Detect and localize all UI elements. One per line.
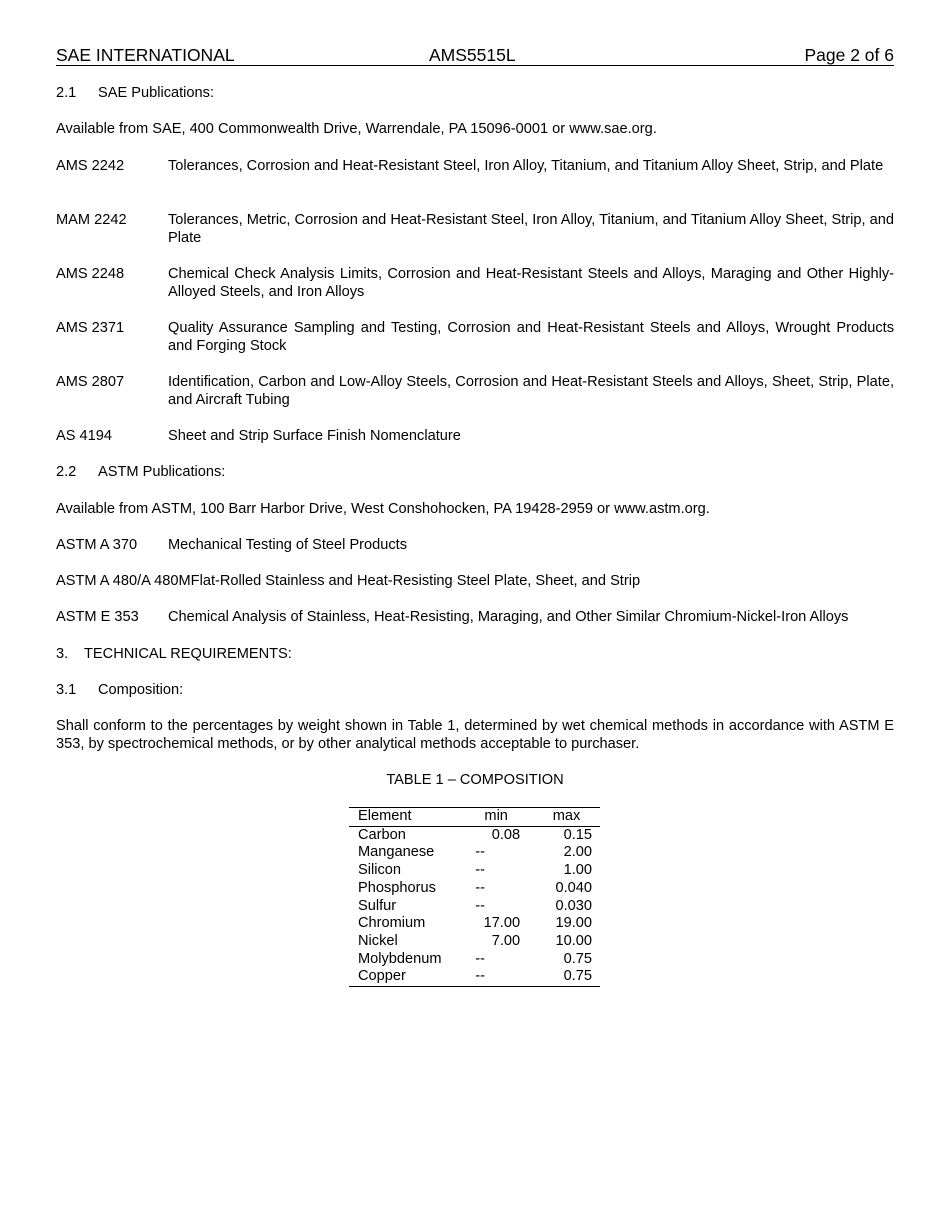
reference-title: Tolerances, Corrosion and Heat-Resistant Steel, Iron Alloy, Titanium, and Titanium Alloy Sheet, Strip, and Plate: [168, 158, 884, 174]
reference-code: ASTM A 480/A 480M: [56, 573, 191, 589]
max-cell: 1.00: [563, 862, 592, 879]
reference-title: Identification, Carbon and Low-Alloy Steels, Corrosion and Heat-Resistant Steels and Alloys, Sheet, Strip, Plate, and Aircraft Tubing: [168, 374, 894, 408]
reference-code: AMS 2371: [56, 320, 125, 336]
element-cell: Sulfur: [358, 897, 397, 914]
reference-code: AMS 2248: [56, 266, 125, 282]
min-cell: 17.00: [483, 915, 521, 932]
reference-title: Tolerances, Metric, Corrosion and Heat-Resistant Steel, Iron Alloy, Titanium, and Titanium Alloy Sheet, Strip, and Plate: [168, 212, 894, 246]
section-2-2-heading: [56, 463, 225, 481]
table-row: [349, 826, 600, 844]
section-title: ASTM Publications:: [98, 464, 226, 480]
max-cell: 19.00: [555, 915, 592, 932]
column-header-element: Element: [358, 808, 412, 824]
max-cell: 0.75: [563, 968, 592, 985]
section-title: Composition:: [98, 682, 184, 698]
min-cell: --: [475, 897, 485, 914]
reference-ams-2807: [56, 373, 894, 409]
section-title: SAE Publications:: [98, 85, 215, 101]
reference-mam-2242: [56, 211, 894, 247]
reference-ams-2371: [56, 319, 894, 355]
reference-title: Mechanical Testing of Steel Products: [168, 537, 408, 553]
page-header: [56, 45, 894, 66]
sae-availability: Available from SAE, 400 Commonwealth Drive, Warrendale, PA 15096-0001 or www.sae.org.: [56, 121, 657, 137]
section-number: 2.1: [56, 85, 77, 101]
reference-code: ASTM E 353: [56, 609, 139, 625]
section-number: 3.1: [56, 682, 77, 698]
reference-astm-e-353: [56, 608, 894, 626]
element-cell: Chromium: [358, 915, 426, 932]
table-row: [349, 951, 600, 969]
reference-ams-2248: [56, 265, 894, 301]
min-cell: 0.08: [491, 826, 521, 843]
section-2-1-heading: [56, 84, 214, 102]
reference-title: Quality Assurance Sampling and Testing, Corrosion and Heat-Resistant Steels and Alloys, Wrought Products and Forging Stock: [168, 320, 894, 354]
element-cell: Manganese: [358, 844, 435, 861]
composition-paragraph: Shall conform to the percentages by weight shown in Table 1, determined by wet chemical methods in accordance with ASTM E 353, by spectrochemical methods, or by other analytical methods acceptable to purchaser.: [56, 718, 894, 752]
min-cell: 7.00: [491, 932, 521, 949]
max-cell: 0.040: [555, 879, 592, 896]
reference-as-4194: [56, 427, 894, 445]
section-title: TECHNICAL REQUIREMENTS:: [84, 646, 292, 662]
element-cell: Phosphorus: [358, 879, 436, 896]
min-cell: --: [475, 950, 485, 967]
table-row: [349, 844, 600, 862]
section-3-heading: [56, 645, 292, 663]
reference-title: Chemical Analysis of Stainless, Heat-Resisting, Maraging, and Other Similar Chromium-Nickel-Iron Alloys: [168, 609, 849, 625]
max-cell: 2.00: [563, 844, 592, 861]
min-cell: --: [475, 968, 485, 985]
element-cell: Copper: [358, 968, 406, 985]
section-number: 3.: [56, 646, 69, 662]
reference-code: AS 4194: [56, 428, 112, 444]
reference-astm-a-370: [56, 536, 894, 554]
min-cell: --: [475, 879, 485, 896]
min-cell: --: [475, 862, 485, 879]
reference-title: Sheet and Strip Surface Finish Nomenclature: [168, 428, 461, 444]
max-cell: 0.030: [555, 897, 592, 914]
reference-code: AMS 2807: [56, 374, 125, 390]
min-cell: --: [475, 844, 485, 861]
table-row: [349, 933, 600, 951]
reference-code: AMS 2242: [56, 158, 125, 174]
table-row: [349, 898, 600, 916]
max-cell: 0.15: [563, 826, 592, 843]
max-cell: 0.75: [563, 950, 592, 967]
reference-astm-a-480: [56, 572, 640, 590]
table-row: [349, 862, 600, 880]
element-cell: Silicon: [358, 862, 401, 879]
section-3-1-heading: [56, 681, 183, 699]
table-row: [349, 915, 600, 933]
column-header-min: min: [484, 808, 508, 824]
table-caption: TABLE 1 – COMPOSITION: [386, 772, 564, 788]
reference-code: MAM 2242: [56, 212, 127, 228]
element-cell: Molybdenum: [358, 950, 442, 967]
reference-code: ASTM A 370: [56, 537, 138, 553]
header-page-number: Page 2 of 6: [804, 45, 894, 65]
reference-title: Chemical Check Analysis Limits, Corrosion and Heat-Resistant Steels and Alloys, Maraging and Other Highly-Alloyed Steels, and Iron Alloys: [168, 266, 894, 300]
reference-ams-2242: [56, 157, 894, 175]
table-header-row: [349, 808, 600, 827]
max-cell: 10.00: [555, 932, 592, 949]
header-organization: SAE INTERNATIONAL: [56, 45, 235, 65]
element-cell: Carbon: [358, 826, 406, 843]
table-row: [349, 968, 600, 986]
table-row: [349, 880, 600, 898]
column-header-max: max: [552, 808, 581, 824]
composition-table: [349, 807, 600, 987]
header-document-number: AMS5515L: [429, 45, 516, 65]
astm-availability: Available from ASTM, 100 Barr Harbor Drive, West Conshohocken, PA 19428-2959 or www.astm.org.: [56, 501, 710, 517]
element-cell: Nickel: [358, 932, 398, 949]
section-number: 2.2: [56, 464, 77, 480]
reference-title: Flat-Rolled Stainless and Heat-Resisting Steel Plate, Sheet, and Strip: [190, 573, 641, 589]
